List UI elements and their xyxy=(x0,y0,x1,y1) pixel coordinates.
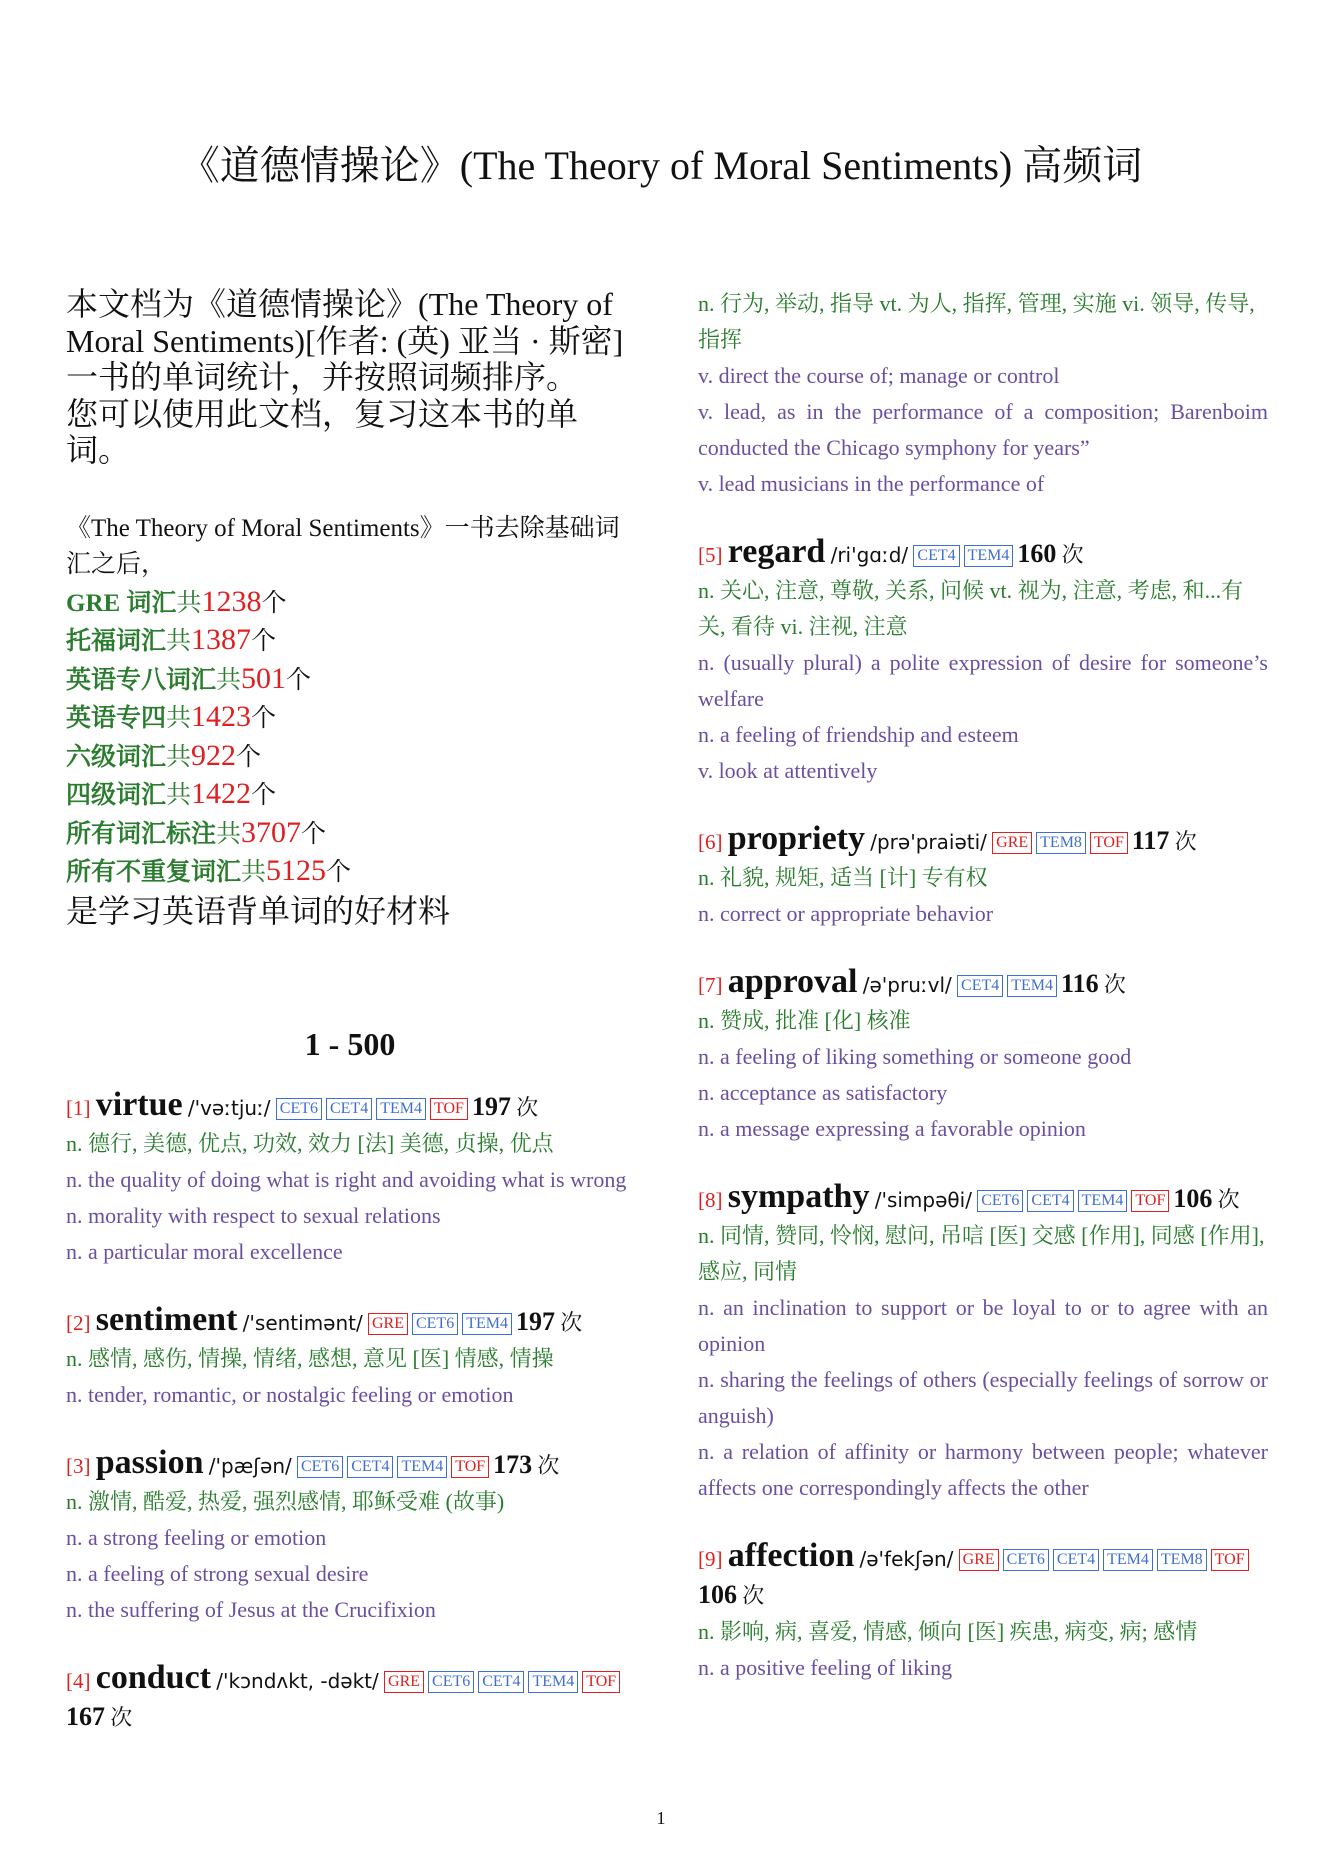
entry-index: [8] xyxy=(698,1188,723,1212)
entry-header xyxy=(698,1179,1268,1218)
entry-continuation xyxy=(698,286,1268,502)
entry-word: affection xyxy=(727,1537,855,1574)
entries-right xyxy=(698,534,1268,1686)
entry-chinese: n. 德行, 美德, 优点, 功效, 效力 [法] 美德, 贞操, 优点 xyxy=(66,1130,554,1156)
entry-definition: n. a relation of affinity or harmony between people; whatever affects one correspondingly affects the other xyxy=(698,1439,1268,1500)
entry-count-unit: 次 xyxy=(1103,972,1126,997)
entry-count: 106 xyxy=(1173,1184,1213,1213)
entry-header xyxy=(66,1087,634,1126)
stats-tail: 是学习英语背单词的好材料 xyxy=(66,892,451,929)
level-tag: TOF xyxy=(582,1671,620,1693)
entry-word: sentiment xyxy=(95,1300,238,1338)
entry-index: [9] xyxy=(698,1547,723,1571)
stat-unit: 个 xyxy=(286,666,312,694)
level-tag: CET6 xyxy=(428,1671,474,1693)
entry-count-unit: 次 xyxy=(1061,542,1084,567)
stat-label: 六级词汇 xyxy=(66,743,167,771)
entry-header xyxy=(698,821,1268,860)
entry-word: virtue xyxy=(95,1085,183,1123)
entry-count-unit: 次 xyxy=(1217,1187,1240,1212)
word-entry xyxy=(698,821,1268,932)
stats-block xyxy=(66,511,634,930)
entry-word: passion xyxy=(95,1443,204,1481)
stat-unit: 个 xyxy=(251,628,277,655)
stat-label: 四级词汇 xyxy=(66,782,167,809)
stat-connector: 共 xyxy=(216,820,242,848)
level-tag: TOF xyxy=(430,1098,468,1120)
level-tag: TOF xyxy=(1090,832,1128,854)
entry-count: 160 xyxy=(1017,539,1057,568)
entry-chinese: n. 行为, 举动, 指导 vt. 为人, 指挥, 管理, 实施 vi. 领导, 传导, 指挥 xyxy=(698,291,1255,352)
stat-value: 922 xyxy=(191,738,237,772)
stat-row xyxy=(66,584,634,623)
stat-value: 1387 xyxy=(191,623,252,656)
level-tag: TEM8 xyxy=(1036,832,1086,854)
entry-header xyxy=(66,1302,634,1341)
entry-definitions xyxy=(698,358,1268,502)
entry-chinese: n. 感情, 感伤, 情操, 情绪, 感想, 意见 [医] 情感, 情操 xyxy=(66,1345,554,1371)
stat-connector: 共 xyxy=(166,743,192,771)
level-tag: TOF xyxy=(451,1456,489,1478)
entry-word: sympathy xyxy=(727,1178,870,1215)
entry-definition: n. morality with respect to sexual relations xyxy=(66,1202,441,1228)
word-entry xyxy=(698,534,1268,789)
word-entry xyxy=(698,964,1268,1147)
entry-count-unit: 次 xyxy=(537,1452,560,1478)
entry-definition: v. lead musicians in the performance of xyxy=(698,471,1045,496)
stat-label: 英语专八词汇 xyxy=(66,666,217,694)
level-tag: GRE xyxy=(368,1313,408,1335)
entry-header xyxy=(66,1660,634,1736)
stat-label: 英语专四 xyxy=(66,705,167,732)
level-tag: CET6 xyxy=(412,1313,458,1335)
level-tag: TEM4 xyxy=(964,545,1014,567)
entry-phonetic: /ə'pruːvl/ xyxy=(862,973,952,997)
entry-header xyxy=(66,1445,634,1484)
level-tag: GRE xyxy=(959,1549,999,1571)
entry-definition: n. a message expressing a favorable opinion xyxy=(698,1116,1086,1141)
entry-definition: n. sharing the feelings of others (especially feelings of sorrow or anguish) xyxy=(698,1367,1268,1428)
entry-index: [1] xyxy=(66,1095,91,1120)
stat-unit: 个 xyxy=(251,705,277,732)
entry-definition: n. a feeling of liking something or someone good xyxy=(698,1044,1132,1069)
stat-unit: 个 xyxy=(261,589,287,617)
stat-row xyxy=(66,738,634,777)
entry-definition: n. tender, romantic, or nostalgic feeling or emotion xyxy=(66,1381,514,1407)
entry-count: 197 xyxy=(471,1091,511,1121)
intro-line-1: 本文档为《道德情操论》(The Theory of Moral Sentiments)[作者: (英) 亚当 · 斯密] 一书的单词统计，并按照词频排序。 xyxy=(66,286,624,395)
level-tag: TEM4 xyxy=(376,1098,426,1120)
word-entry xyxy=(66,1087,634,1270)
word-entry xyxy=(66,1660,634,1736)
level-tag: GRE xyxy=(992,832,1032,854)
entry-word: conduct xyxy=(95,1658,211,1696)
entry-count: 117 xyxy=(1131,826,1170,855)
level-tag: TEM4 xyxy=(1103,1549,1153,1571)
entry-index: [4] xyxy=(66,1668,91,1693)
level-tag: TOF xyxy=(1211,1549,1249,1571)
entry-index: [2] xyxy=(66,1310,91,1335)
entry-header xyxy=(698,1538,1268,1614)
stat-row xyxy=(66,622,634,661)
word-entry xyxy=(698,1538,1268,1686)
intro-line-2: 您可以使用此文档，复习这本书的单词。 xyxy=(66,395,579,468)
stat-row xyxy=(66,699,634,738)
level-tag: TEM4 xyxy=(528,1671,578,1693)
stat-unit: 个 xyxy=(236,743,262,771)
entry-phonetic: /prə'praiəti/ xyxy=(870,830,987,854)
stat-connector: 共 xyxy=(176,589,202,617)
entry-chinese: n. 礼貌, 规矩, 适当 [计] 专有权 xyxy=(698,865,988,890)
entry-count-unit: 次 xyxy=(1174,829,1197,854)
stat-value: 1422 xyxy=(191,777,252,810)
stat-value: 5125 xyxy=(266,854,327,887)
entry-header xyxy=(698,534,1268,573)
intro xyxy=(66,286,634,469)
entry-phonetic: /'sentimənt/ xyxy=(242,1310,363,1335)
entry-phonetic: /'kɔndʌkt, -dəkt/ xyxy=(216,1668,379,1693)
entry-chinese: n. 同情, 赞同, 怜悯, 慰问, 吊唁 [医] 交感 [作用], 同感 [作用], 感应, 同情 xyxy=(698,1223,1265,1284)
left-column xyxy=(66,286,634,1768)
level-tag: TEM4 xyxy=(1007,975,1057,997)
entry-count: 173 xyxy=(493,1449,533,1479)
entry-index: [6] xyxy=(698,830,723,854)
level-tag: CET4 xyxy=(957,975,1003,997)
entry-definition: n. a positive feeling of liking xyxy=(698,1655,953,1680)
stat-label: 所有不重复词汇 xyxy=(66,859,242,886)
stat-connector: 共 xyxy=(166,628,192,655)
entry-definition: n. the quality of doing what is right and avoiding what is wrong xyxy=(66,1166,627,1192)
stats-lead: 《The Theory of Moral Sentiments》一书去除基础词汇之后， xyxy=(66,514,620,578)
stat-connector: 共 xyxy=(241,859,267,886)
entry-phonetic: /'pæʃən/ xyxy=(208,1453,292,1478)
stat-row xyxy=(66,776,634,815)
word-entry xyxy=(66,1445,634,1628)
level-tag: TEM4 xyxy=(462,1313,512,1335)
entry-word: regard xyxy=(727,533,826,570)
stat-value: 1238 xyxy=(201,584,262,618)
level-tag: TEM4 xyxy=(397,1456,447,1478)
entry-definition: n. acceptance as satisfactory xyxy=(698,1080,948,1105)
stat-unit: 个 xyxy=(301,820,327,848)
level-tag: CET6 xyxy=(276,1098,322,1120)
stat-label: GRE 词汇 xyxy=(66,589,177,617)
level-tag: CET4 xyxy=(913,545,959,567)
entry-count-unit: 次 xyxy=(560,1309,583,1335)
entry-count-unit: 次 xyxy=(742,1583,765,1608)
page-number: 1 xyxy=(656,1808,666,1828)
level-tag: CET4 xyxy=(1027,1190,1073,1212)
level-tag: TEM4 xyxy=(1078,1190,1128,1212)
right-column xyxy=(698,286,1268,1718)
entry-word: propriety xyxy=(727,820,865,857)
entry-definition: n. (usually plural) a polite expression of desire for someone’s welfare xyxy=(698,650,1268,711)
level-tag: TOF xyxy=(1131,1190,1169,1212)
entry-definition: n. a particular moral excellence xyxy=(66,1238,343,1264)
level-tag: TEM8 xyxy=(1157,1549,1207,1571)
entry-index: [7] xyxy=(698,973,723,997)
entries-left xyxy=(66,1087,634,1736)
page-title: 《道德情操论》(The Theory of Moral Sentiments) 高频词 xyxy=(179,143,1143,188)
stats-list xyxy=(66,584,634,892)
entry-phonetic: /'simpəθi/ xyxy=(874,1188,972,1212)
entry-chinese: n. 激情, 酷爱, 热爱, 强烈感情, 耶稣受难 (故事) xyxy=(66,1488,505,1514)
stat-value: 1423 xyxy=(191,700,252,733)
entry-chinese: n. 影响, 病, 喜爱, 情感, 倾向 [医] 疾患, 病变, 病; 感情 xyxy=(698,1619,1198,1644)
entry-phonetic: /'vəːtjuː/ xyxy=(187,1095,271,1120)
entry-count-unit: 次 xyxy=(516,1094,539,1120)
entry-count: 106 xyxy=(698,1580,737,1609)
stat-connector: 共 xyxy=(216,666,242,694)
entry-index: [5] xyxy=(698,543,723,567)
stat-row xyxy=(66,815,634,854)
entry-chinese: n. 赞成, 批准 [化] 核准 xyxy=(698,1008,911,1033)
entry-index: [3] xyxy=(66,1453,91,1478)
entry-phonetic: /ri'gɑːd/ xyxy=(830,543,909,567)
entry-header xyxy=(698,964,1268,1003)
level-tag: CET6 xyxy=(1003,1549,1049,1571)
stat-unit: 个 xyxy=(326,859,352,886)
level-tag: CET4 xyxy=(347,1456,393,1478)
entry-definition: n. the suffering of Jesus at the Crucifixion xyxy=(66,1596,436,1622)
entry-word: approval xyxy=(727,963,858,1000)
entry-definition: n. a feeling of strong sexual desire xyxy=(66,1560,369,1586)
stat-row xyxy=(66,853,634,892)
stat-value: 3707 xyxy=(241,815,302,849)
stat-connector: 共 xyxy=(166,705,192,732)
entry-count: 116 xyxy=(1061,969,1099,998)
word-entry xyxy=(698,1179,1268,1506)
stat-label: 所有词汇标注 xyxy=(66,820,217,848)
range-heading: 1 - 500 xyxy=(304,1025,396,1062)
stat-row xyxy=(66,661,634,700)
word-entry xyxy=(66,1302,634,1413)
entry-phonetic: /ə'fekʃən/ xyxy=(859,1547,954,1571)
level-tag: CET4 xyxy=(1053,1549,1099,1571)
entry-count-unit: 次 xyxy=(110,1704,133,1730)
entry-definition: v. direct the course of; manage or control xyxy=(698,363,1060,388)
level-tag: CET4 xyxy=(326,1098,372,1120)
stat-label: 托福词汇 xyxy=(66,628,167,655)
level-tag: CET4 xyxy=(478,1671,524,1693)
level-tag: CET6 xyxy=(297,1456,343,1478)
stat-unit: 个 xyxy=(251,782,277,809)
entry-count: 167 xyxy=(66,1701,105,1731)
entry-count: 197 xyxy=(515,1306,555,1336)
entry-definition: n. a feeling of friendship and esteem xyxy=(698,722,1019,747)
level-tag: GRE xyxy=(384,1671,424,1693)
entry-definition: n. a strong feeling or emotion xyxy=(66,1524,327,1550)
stat-value: 501 xyxy=(241,661,287,695)
entry-chinese: n. 关心, 注意, 尊敬, 关系, 问候 vt. 视为, 注意, 考虑, 和...有关, 看待 vi. 注视, 注意 xyxy=(698,578,1244,639)
entry-definition: v. look at attentively xyxy=(698,758,878,783)
level-tag: CET6 xyxy=(977,1190,1023,1212)
entry-definition: v. lead, as in the performance of a composition; Barenboim conducted the Chicago symphony for years” xyxy=(698,399,1268,460)
entry-definition: n. correct or appropriate behavior xyxy=(698,901,994,926)
entry-definition: n. an inclination to support or be loyal to or to agree with an opinion xyxy=(698,1295,1268,1356)
stat-connector: 共 xyxy=(166,782,192,809)
